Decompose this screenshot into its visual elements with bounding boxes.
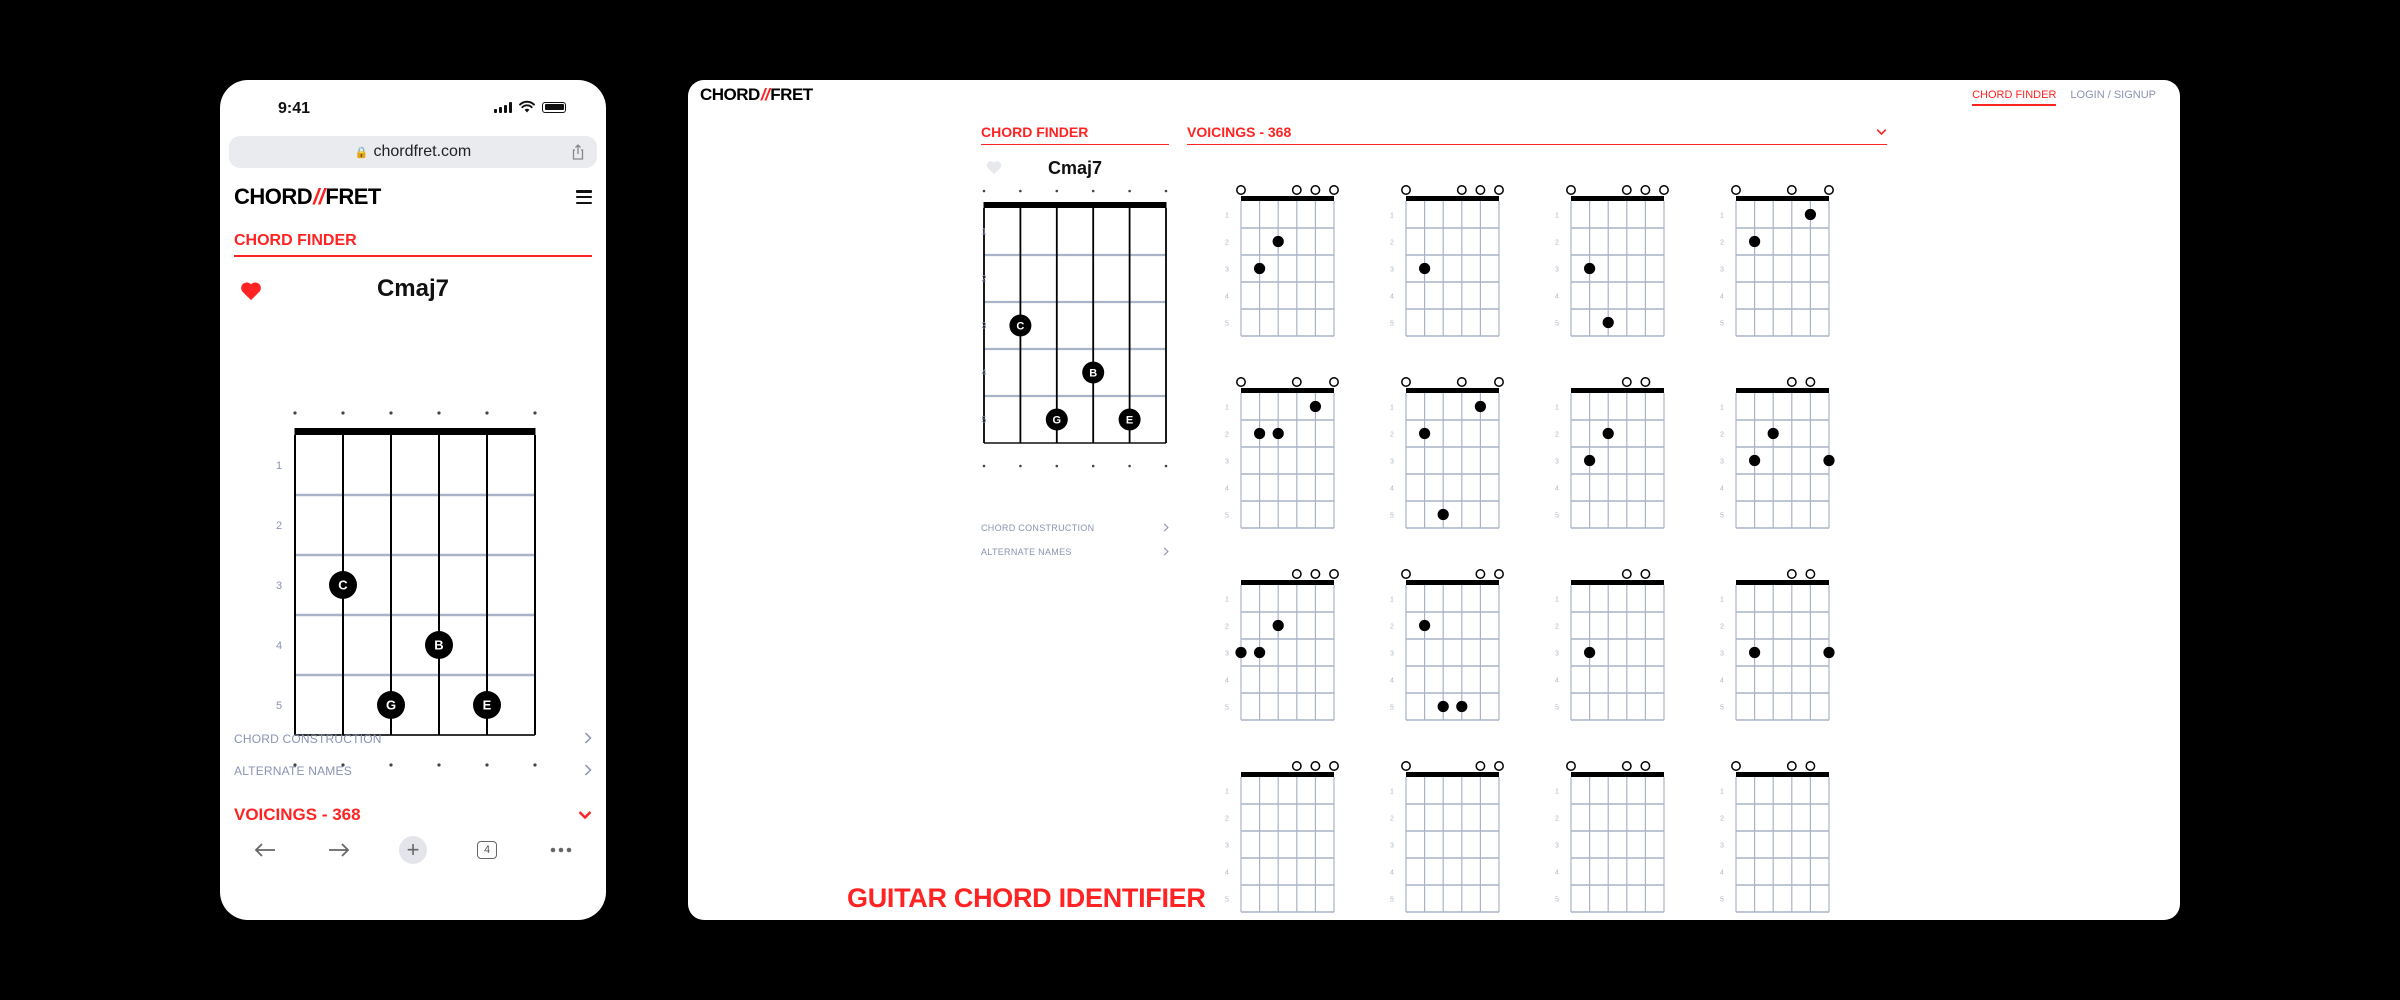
fret-number: 3 — [1555, 842, 1559, 850]
voicing-card[interactable] — [1386, 376, 1506, 546]
voicing-diagram[interactable] — [1221, 760, 1341, 930]
voicing-card[interactable] — [1551, 376, 1671, 546]
voicing-diagram[interactable] — [1716, 376, 1836, 546]
nut — [984, 202, 1167, 208]
fret-number: 1 — [1555, 788, 1559, 796]
fret-number: 4 — [1555, 677, 1559, 685]
open-string-marker — [1732, 762, 1740, 770]
muted-string-dot-bottom — [983, 465, 986, 468]
fret-number: 3 — [1225, 650, 1229, 658]
fret-number: 4 — [1225, 485, 1229, 493]
finger-dot — [1438, 509, 1449, 520]
nut — [1736, 196, 1829, 201]
nut — [1736, 772, 1829, 777]
note-label: B — [434, 637, 444, 653]
fret-number: 3 — [1720, 650, 1724, 658]
fret-number: 4 — [1555, 293, 1559, 301]
open-string-marker — [1476, 186, 1484, 194]
nav-login-signup[interactable]: LOGIN / SIGNUP — [2070, 89, 2156, 101]
fret-number: 5 — [1225, 320, 1229, 328]
voicings-grid — [1221, 184, 1861, 904]
fret-number: 4 — [1720, 485, 1724, 493]
muted-string-dot-top — [1165, 190, 1168, 193]
note-label: G — [1052, 414, 1062, 427]
fret-number: 1 — [1555, 212, 1559, 220]
fret-number: 2 — [1720, 815, 1724, 823]
note-label: G — [385, 697, 397, 713]
voicing-card[interactable] — [1716, 376, 1836, 546]
fret-number: 1 — [1390, 788, 1394, 796]
chord-panel — [981, 124, 1169, 557]
finger-dot — [1584, 647, 1595, 658]
finger-dot — [1475, 401, 1486, 412]
heart-icon[interactable] — [240, 281, 262, 301]
open-string-marker — [1237, 186, 1245, 194]
more-options-icon[interactable] — [547, 836, 575, 864]
mobile-screen — [220, 80, 606, 920]
fret-number: 3 — [1720, 842, 1724, 850]
finger-dot — [1805, 209, 1816, 220]
finger-dot — [1749, 455, 1760, 466]
open-string-marker — [1402, 570, 1410, 578]
voicing-diagram[interactable] — [1716, 184, 1836, 354]
tab-count-icon[interactable]: 4 — [477, 841, 497, 859]
open-string-marker — [1623, 186, 1631, 194]
finger-dot — [1438, 701, 1449, 712]
fret-number: 5 — [1555, 512, 1559, 520]
note-label: C — [1016, 320, 1025, 333]
fret-number: 1 — [1555, 404, 1559, 412]
nut — [1406, 772, 1499, 777]
chevron-down-icon — [578, 810, 592, 820]
note-label: C — [338, 577, 348, 593]
muted-string-dot-top — [485, 411, 488, 414]
fret-number: 2 — [1225, 815, 1229, 823]
finger-dot — [1456, 701, 1467, 712]
voicing-card[interactable] — [1221, 760, 1341, 930]
open-string-marker — [1330, 378, 1338, 386]
chord-finder-heading: CHORD FINDER — [234, 232, 592, 257]
voicing-diagram[interactable] — [1551, 376, 1671, 546]
fret-number: 3 — [1555, 266, 1559, 274]
muted-string-dot-top — [293, 411, 296, 414]
open-string-marker — [1623, 762, 1631, 770]
finger-dot — [1254, 263, 1265, 274]
finger-dot — [1419, 620, 1430, 631]
fret-number: 2 — [1720, 623, 1724, 631]
fret-number: 1 — [1225, 212, 1229, 220]
open-string-marker — [1641, 570, 1649, 578]
chord-fretboard — [220, 400, 606, 780]
fret-number: 4 — [1555, 869, 1559, 877]
voicing-card[interactable] — [1551, 568, 1671, 738]
open-string-marker — [1567, 762, 1575, 770]
voicing-diagram[interactable] — [1386, 184, 1506, 354]
battery-icon — [542, 102, 566, 113]
fret-number: 1 — [1720, 596, 1724, 604]
finger-dot — [1310, 401, 1321, 412]
open-string-marker — [1330, 186, 1338, 194]
fret-number: 4 — [275, 639, 283, 652]
fret-number: 5 — [1555, 704, 1559, 712]
chord-title-row — [981, 145, 1169, 191]
fret-number: 4 — [1720, 869, 1724, 877]
nut — [1241, 772, 1334, 777]
muted-string-dot-bottom — [1165, 465, 1168, 468]
chord-construction-link[interactable]: CHORD CONSTRUCTION — [981, 523, 1169, 533]
open-string-marker — [1476, 762, 1484, 770]
voicing-diagram[interactable] — [1551, 760, 1671, 930]
open-string-marker — [1293, 378, 1301, 386]
fret-number: 4 — [1225, 677, 1229, 685]
fret-number: 3 — [1390, 842, 1394, 850]
voicing-diagram[interactable] — [1221, 568, 1341, 738]
fret-number: 5 — [1390, 320, 1394, 328]
voicing-diagram[interactable] — [1386, 760, 1506, 930]
fret-number: 5 — [1225, 512, 1229, 520]
fret-number: 4 — [1555, 485, 1559, 493]
fret-number: 3 — [275, 579, 283, 592]
finger-dot — [1254, 428, 1265, 439]
note-label: E — [482, 697, 492, 713]
nut — [1571, 772, 1664, 777]
fret-number: 4 — [1390, 293, 1394, 301]
fret-number: 3 — [1720, 266, 1724, 274]
open-string-marker — [1788, 378, 1796, 386]
open-string-marker — [1402, 186, 1410, 194]
voicing-diagram[interactable] — [1386, 376, 1506, 546]
open-string-marker — [1311, 570, 1319, 578]
forward-arrow-icon[interactable] — [325, 836, 353, 864]
nut — [1571, 580, 1664, 585]
open-string-marker — [1495, 762, 1503, 770]
fret-number: 5 — [1555, 320, 1559, 328]
fret-number: 5 — [275, 699, 283, 712]
voicing-card[interactable] — [1716, 184, 1836, 354]
open-string-marker — [1806, 570, 1814, 578]
finger-dot — [1823, 455, 1834, 466]
nut — [1241, 388, 1334, 393]
fret-number: 5 — [1225, 896, 1229, 904]
finger-dot — [1603, 317, 1614, 328]
fret-number: 1 — [1720, 788, 1724, 796]
muted-string-dot-top — [533, 411, 536, 414]
fret-number: 4 — [981, 367, 987, 378]
fret-number: 1 — [1720, 212, 1724, 220]
open-string-marker — [1623, 378, 1631, 386]
muted-string-dot-bottom — [1056, 465, 1059, 468]
caption-title: GUITAR CHORD IDENTIFIER — [847, 883, 1206, 913]
fret-number: 2 — [1390, 431, 1394, 439]
finger-dot — [1235, 647, 1246, 658]
chord-title-row — [220, 257, 606, 321]
nav-chord-finder[interactable]: CHORD FINDER — [1972, 89, 2056, 106]
open-string-marker — [1402, 762, 1410, 770]
menu-icon[interactable] — [576, 190, 592, 204]
address-bar[interactable] — [229, 136, 597, 168]
nut — [1571, 388, 1664, 393]
fret-number: 5 — [1720, 320, 1724, 328]
finger-dot — [1584, 263, 1595, 274]
fret-number: 2 — [1555, 815, 1559, 823]
fret-number: 2 — [1390, 623, 1394, 631]
finger-dot — [1749, 236, 1760, 247]
muted-string-dot-bottom — [1019, 465, 1022, 468]
finger-dot — [1273, 428, 1284, 439]
voicing-card[interactable] — [1716, 760, 1836, 930]
status-time: 9:41 — [278, 100, 311, 117]
open-string-marker — [1311, 762, 1319, 770]
fret-number: 1 — [275, 459, 283, 472]
open-string-marker — [1788, 570, 1796, 578]
voicings-toggle[interactable]: VOICINGS - 368 — [234, 805, 592, 825]
note-label: E — [1125, 414, 1134, 427]
fret-number: 5 — [1555, 896, 1559, 904]
fret-number: 2 — [1555, 623, 1559, 631]
lock-icon: 🔒 — [354, 146, 369, 159]
fret-number: 4 — [1225, 869, 1229, 877]
finger-dot — [1273, 236, 1284, 247]
muted-string-dot-top — [983, 190, 986, 193]
fret-number: 3 — [1720, 458, 1724, 466]
nut — [1241, 580, 1334, 585]
muted-string-dot-bottom — [1128, 465, 1131, 468]
finger-dot — [1419, 428, 1430, 439]
voicing-diagram[interactable] — [1221, 184, 1341, 354]
open-string-marker — [1330, 570, 1338, 578]
voicing-diagram[interactable] — [1221, 376, 1341, 546]
muted-string-dot-top — [1019, 190, 1022, 193]
muted-string-dot-top — [1128, 190, 1131, 193]
muted-string-dot-top — [1056, 190, 1059, 193]
open-string-marker — [1476, 570, 1484, 578]
fret-number: 4 — [1720, 293, 1724, 301]
fret-number: 4 — [1390, 869, 1394, 877]
fret-number: 3 — [1225, 458, 1229, 466]
nut — [1406, 580, 1499, 585]
url-text: chordfret.com — [373, 143, 472, 160]
top-nav — [1972, 89, 2156, 106]
fret-number: 1 — [1225, 596, 1229, 604]
nut — [295, 428, 536, 435]
open-string-marker — [1402, 378, 1410, 386]
voicing-diagram[interactable] — [1551, 184, 1671, 354]
finger-dot — [1584, 455, 1595, 466]
heart-icon[interactable] — [986, 160, 1002, 175]
fret-number: 5 — [1390, 704, 1394, 712]
open-string-marker — [1458, 186, 1466, 194]
finger-dot — [1823, 647, 1834, 658]
fret-number: 2 — [1555, 239, 1559, 247]
note-label: B — [1089, 367, 1098, 380]
site-header — [220, 168, 606, 226]
fret-number: 2 — [1390, 239, 1394, 247]
voicing-diagram[interactable] — [1716, 568, 1836, 738]
voicing-card[interactable] — [1221, 184, 1341, 354]
open-string-marker — [1732, 186, 1740, 194]
finger-dot — [1768, 428, 1779, 439]
open-string-marker — [1311, 186, 1319, 194]
fret-number: 3 — [1225, 842, 1229, 850]
voicing-card[interactable] — [1551, 760, 1671, 930]
open-string-marker — [1623, 570, 1631, 578]
fret-number: 1 — [1555, 596, 1559, 604]
fret-number: 2 — [1225, 239, 1229, 247]
fret-number: 1 — [981, 226, 987, 237]
open-string-marker — [1641, 186, 1649, 194]
fret-number: 2 — [1225, 431, 1229, 439]
voicing-card[interactable] — [1221, 376, 1341, 546]
fret-number: 4 — [1225, 293, 1229, 301]
voicings-panel — [1187, 124, 1887, 904]
fret-number: 1 — [1390, 404, 1394, 412]
chord-name: Cmaj7 — [1047, 157, 1103, 178]
chord-finder-heading: CHORD FINDER — [981, 124, 1169, 145]
fret-number: 3 — [1390, 650, 1394, 658]
status-bar — [220, 80, 606, 136]
fret-number: 5 — [981, 414, 987, 425]
nut — [1406, 388, 1499, 393]
fret-number: 5 — [1720, 512, 1724, 520]
alternate-names-link[interactable]: ALTERNATE NAMES — [981, 547, 1169, 557]
voicing-diagram[interactable] — [1386, 568, 1506, 738]
open-string-marker — [1237, 378, 1245, 386]
fret-number: 4 — [1720, 677, 1724, 685]
new-tab-plus-icon[interactable]: + — [399, 836, 427, 864]
voicing-diagram[interactable] — [1551, 568, 1671, 738]
voicing-card[interactable] — [1386, 760, 1506, 930]
fret-number: 3 — [1390, 458, 1394, 466]
open-string-marker — [1330, 762, 1338, 770]
finger-dot — [1749, 647, 1760, 658]
open-string-marker — [1458, 378, 1466, 386]
cellular-signal-icon — [494, 102, 512, 113]
fret-number: 1 — [1225, 788, 1229, 796]
fret-number: 3 — [1555, 650, 1559, 658]
chevron-right-icon — [1163, 547, 1169, 556]
voicing-diagram[interactable] — [1716, 760, 1836, 930]
chordfret-logo[interactable]: CHORD // FRET — [700, 85, 813, 104]
nut — [1736, 580, 1829, 585]
open-string-marker — [1806, 378, 1814, 386]
muted-string-dot-top — [389, 411, 392, 414]
alternate-names-link[interactable]: ALTERNATE NAMES — [234, 764, 592, 778]
back-arrow-icon[interactable] — [251, 836, 279, 864]
fret-number: 1 — [1390, 596, 1394, 604]
fret-number: 1 — [1720, 404, 1724, 412]
muted-string-dot-top — [437, 411, 440, 414]
fret-number: 5 — [1720, 896, 1724, 904]
fret-number: 1 — [1225, 404, 1229, 412]
voicing-card[interactable] — [1551, 184, 1671, 354]
fret-number: 4 — [1390, 677, 1394, 685]
fret-number: 2 — [1555, 431, 1559, 439]
chevron-right-icon — [1163, 523, 1169, 532]
muted-string-dot-bottom — [1092, 465, 1095, 468]
voicing-card[interactable] — [1221, 568, 1341, 738]
fret-number: 3 — [1225, 266, 1229, 274]
chevron-down-icon — [1876, 128, 1887, 136]
voicing-card[interactable] — [1386, 184, 1506, 354]
fret-number: 1 — [1390, 212, 1394, 220]
chord-construction-link[interactable]: CHORD CONSTRUCTION — [234, 732, 592, 746]
open-string-marker — [1825, 186, 1833, 194]
finger-dot — [1254, 647, 1265, 658]
fret-number: 5 — [1225, 704, 1229, 712]
chord-fretboard — [981, 196, 1169, 516]
chevron-right-icon — [584, 764, 592, 776]
open-string-marker — [1660, 186, 1668, 194]
share-icon[interactable] — [571, 144, 585, 160]
fret-number: 3 — [1555, 458, 1559, 466]
fret-number: 2 — [1720, 239, 1724, 247]
open-string-marker — [1641, 378, 1649, 386]
nut — [1736, 388, 1829, 393]
voicing-card[interactable] — [1386, 568, 1506, 738]
fret-number: 5 — [1390, 896, 1394, 904]
fret-number: 2 — [1225, 623, 1229, 631]
open-string-marker — [1293, 762, 1301, 770]
open-string-marker — [1788, 762, 1796, 770]
browser-toolbar — [220, 825, 606, 875]
voicings-toggle[interactable]: VOICINGS - 368 — [1187, 124, 1887, 145]
fret-number: 5 — [1720, 704, 1724, 712]
finger-dot — [1419, 263, 1430, 274]
fret-number: 2 — [275, 519, 283, 532]
fret-number: 3 — [1390, 266, 1394, 274]
open-string-marker — [1495, 378, 1503, 386]
chord-name: Cmaj7 — [376, 275, 450, 302]
nut — [1241, 196, 1334, 201]
open-string-marker — [1495, 570, 1503, 578]
fret-number: 2 — [981, 273, 987, 284]
chevron-right-icon — [584, 732, 592, 744]
finger-dot — [1603, 428, 1614, 439]
open-string-marker — [1806, 762, 1814, 770]
open-string-marker — [1641, 762, 1649, 770]
open-string-marker — [1788, 186, 1796, 194]
muted-string-dot-top — [341, 411, 344, 414]
nut — [1406, 196, 1499, 201]
desktop-screen — [688, 80, 2180, 920]
fret-number: 5 — [1390, 512, 1394, 520]
nut — [1571, 196, 1664, 201]
finger-dot — [1273, 620, 1284, 631]
open-string-marker — [1495, 186, 1503, 194]
open-string-marker — [1567, 186, 1575, 194]
open-string-marker — [1293, 186, 1301, 194]
voicing-card[interactable] — [1716, 568, 1836, 738]
fret-number: 3 — [981, 320, 987, 331]
muted-string-dot-top — [1092, 190, 1095, 193]
fret-number: 2 — [1390, 815, 1394, 823]
fret-number: 2 — [1720, 431, 1724, 439]
fret-number: 4 — [1390, 485, 1394, 493]
chordfret-logo[interactable]: CHORD // FRET — [234, 184, 381, 209]
open-string-marker — [1293, 570, 1301, 578]
wifi-icon — [519, 101, 535, 113]
